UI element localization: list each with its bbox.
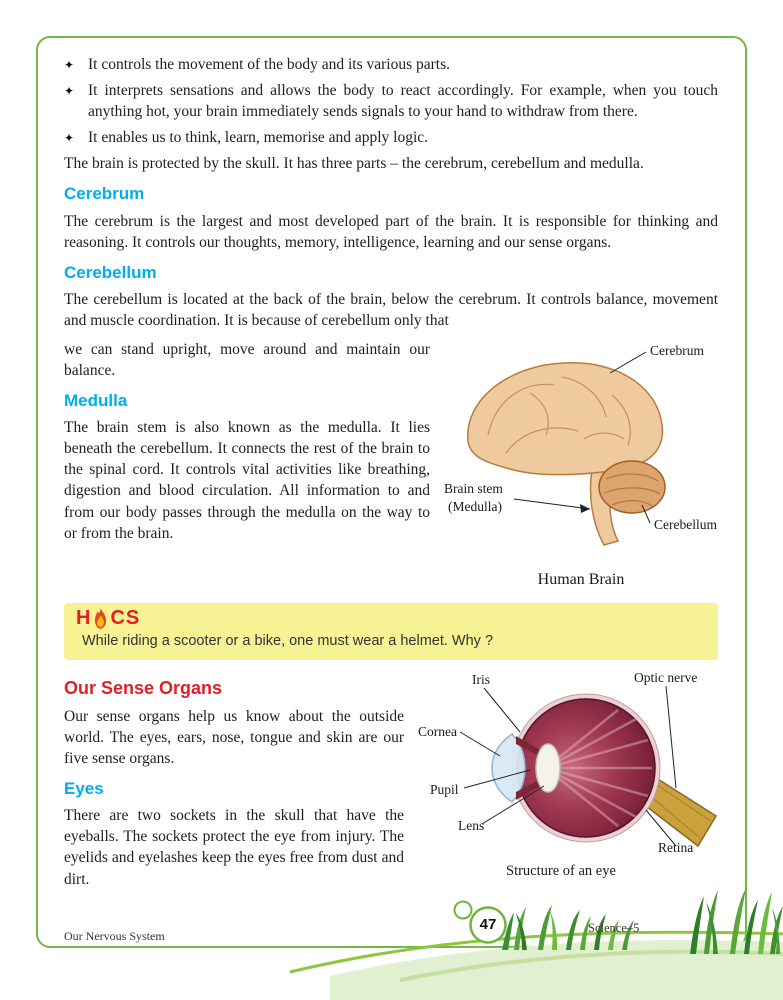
cerebrum-paragraph: The cerebrum is the largest and most developed part of the brain. It is responsible for thinking and reasoning. It controls our thoughts, memory, intelligence, learning and our sense organs.	[64, 212, 718, 251]
brain-label-cerebellum: Cerebellum	[654, 516, 717, 532]
cerebellum-paragraph-full: The cerebellum is located at the back of the brain, below the cerebrum. It controls balance, movement and muscle coordination. It is because of cerebellum only that	[64, 290, 718, 329]
hocs-logo-h: H	[76, 607, 92, 630]
footer-chapter-title: Our Nervous System	[64, 929, 165, 943]
heading-cerebrum: Cerebrum	[64, 184, 145, 204]
eye-figure-caption: Structure of an eye	[506, 863, 616, 880]
cerebellum-paragraph-narrow: we can stand upright, move around and maintain our balance.	[64, 340, 430, 379]
eye-structure-illustration	[418, 668, 718, 880]
heading-cerebellum: Cerebellum	[64, 262, 157, 282]
brain-figure-caption: Human Brain	[537, 571, 625, 588]
bullet-text: It interprets sensations and allows the body to react accordingly. For example, when you touch anything hot, your brain immediately sends signals to your hand to withdraw from there.	[88, 82, 718, 121]
eye-section-text-column	[64, 668, 404, 897]
hocs-box	[64, 603, 718, 661]
human-brain-illustration	[444, 339, 718, 561]
hocs-logo-cs: CS	[110, 607, 141, 630]
brain-section-row	[64, 339, 718, 591]
bullet-item	[64, 54, 718, 75]
heading-medulla: Medulla	[64, 391, 128, 411]
hocs-question: While riding a scooter or a bike, one must wear a helmet. Why ?	[82, 632, 494, 649]
eye-label-lens: Lens	[458, 818, 485, 834]
brain-label-medulla: (Medulla)	[448, 498, 502, 514]
eye-label-retina: Retina	[658, 840, 694, 856]
brain-section-text-column	[64, 339, 430, 552]
page-number: 47	[479, 916, 497, 933]
bullet-item	[64, 127, 718, 148]
human-brain-figure	[444, 339, 718, 591]
eye-section-row	[64, 668, 718, 897]
eye-structure-figure	[418, 668, 718, 886]
eye-label-optic-nerve: Optic nerve	[634, 670, 698, 686]
eye-label-cornea: Cornea	[418, 724, 457, 740]
sense-organs-paragraph: Our sense organs help us know about the outside world. The eyes, ears, nose, tongue and skin are our five sense organs.	[64, 707, 404, 768]
diamond-bullet-icon: ✦	[64, 58, 75, 72]
intro-paragraph: The brain is protected by the skull. It has three parts – the cerebrum, cerebellum and medulla.	[64, 155, 644, 173]
heading-eyes: Eyes	[64, 779, 104, 799]
page-content	[64, 54, 718, 898]
eye-label-pupil: Pupil	[430, 782, 459, 798]
flame-icon	[93, 608, 108, 629]
heading-sense-organs: Our Sense Organs	[64, 678, 223, 699]
medulla-paragraph: The brain stem is also known as the medulla. It lies beneath the cerebellum. It connects the rest of the brain to the spinal cord. It controls vital activities like breathing, digestion and blood circulation. All information to and from our body passes through the medulla on the way to or from the brain.	[64, 419, 430, 542]
bullet-text: It enables us to think, learn, memorise and apply logic.	[88, 129, 429, 147]
eyes-paragraph: There are two sockets in the skull that have the eyeballs. The sockets protect the eye from injury. The eyelids and eyelashes keep the eyes free from dust and dirt.	[64, 807, 404, 888]
footer-book-title: Science–5	[588, 921, 640, 935]
diamond-bullet-icon: ✦	[64, 131, 75, 146]
bullet-text: It controls the movement of the body and its various parts.	[88, 56, 451, 73]
brain-label-cerebrum: Cerebrum	[650, 342, 704, 358]
brain-label-brainstem: Brain stem	[444, 480, 503, 496]
hocs-logo	[76, 608, 706, 629]
bullet-item	[64, 80, 718, 122]
eye-label-iris: Iris	[472, 672, 490, 688]
diamond-bullet-icon: ✦	[64, 84, 75, 99]
